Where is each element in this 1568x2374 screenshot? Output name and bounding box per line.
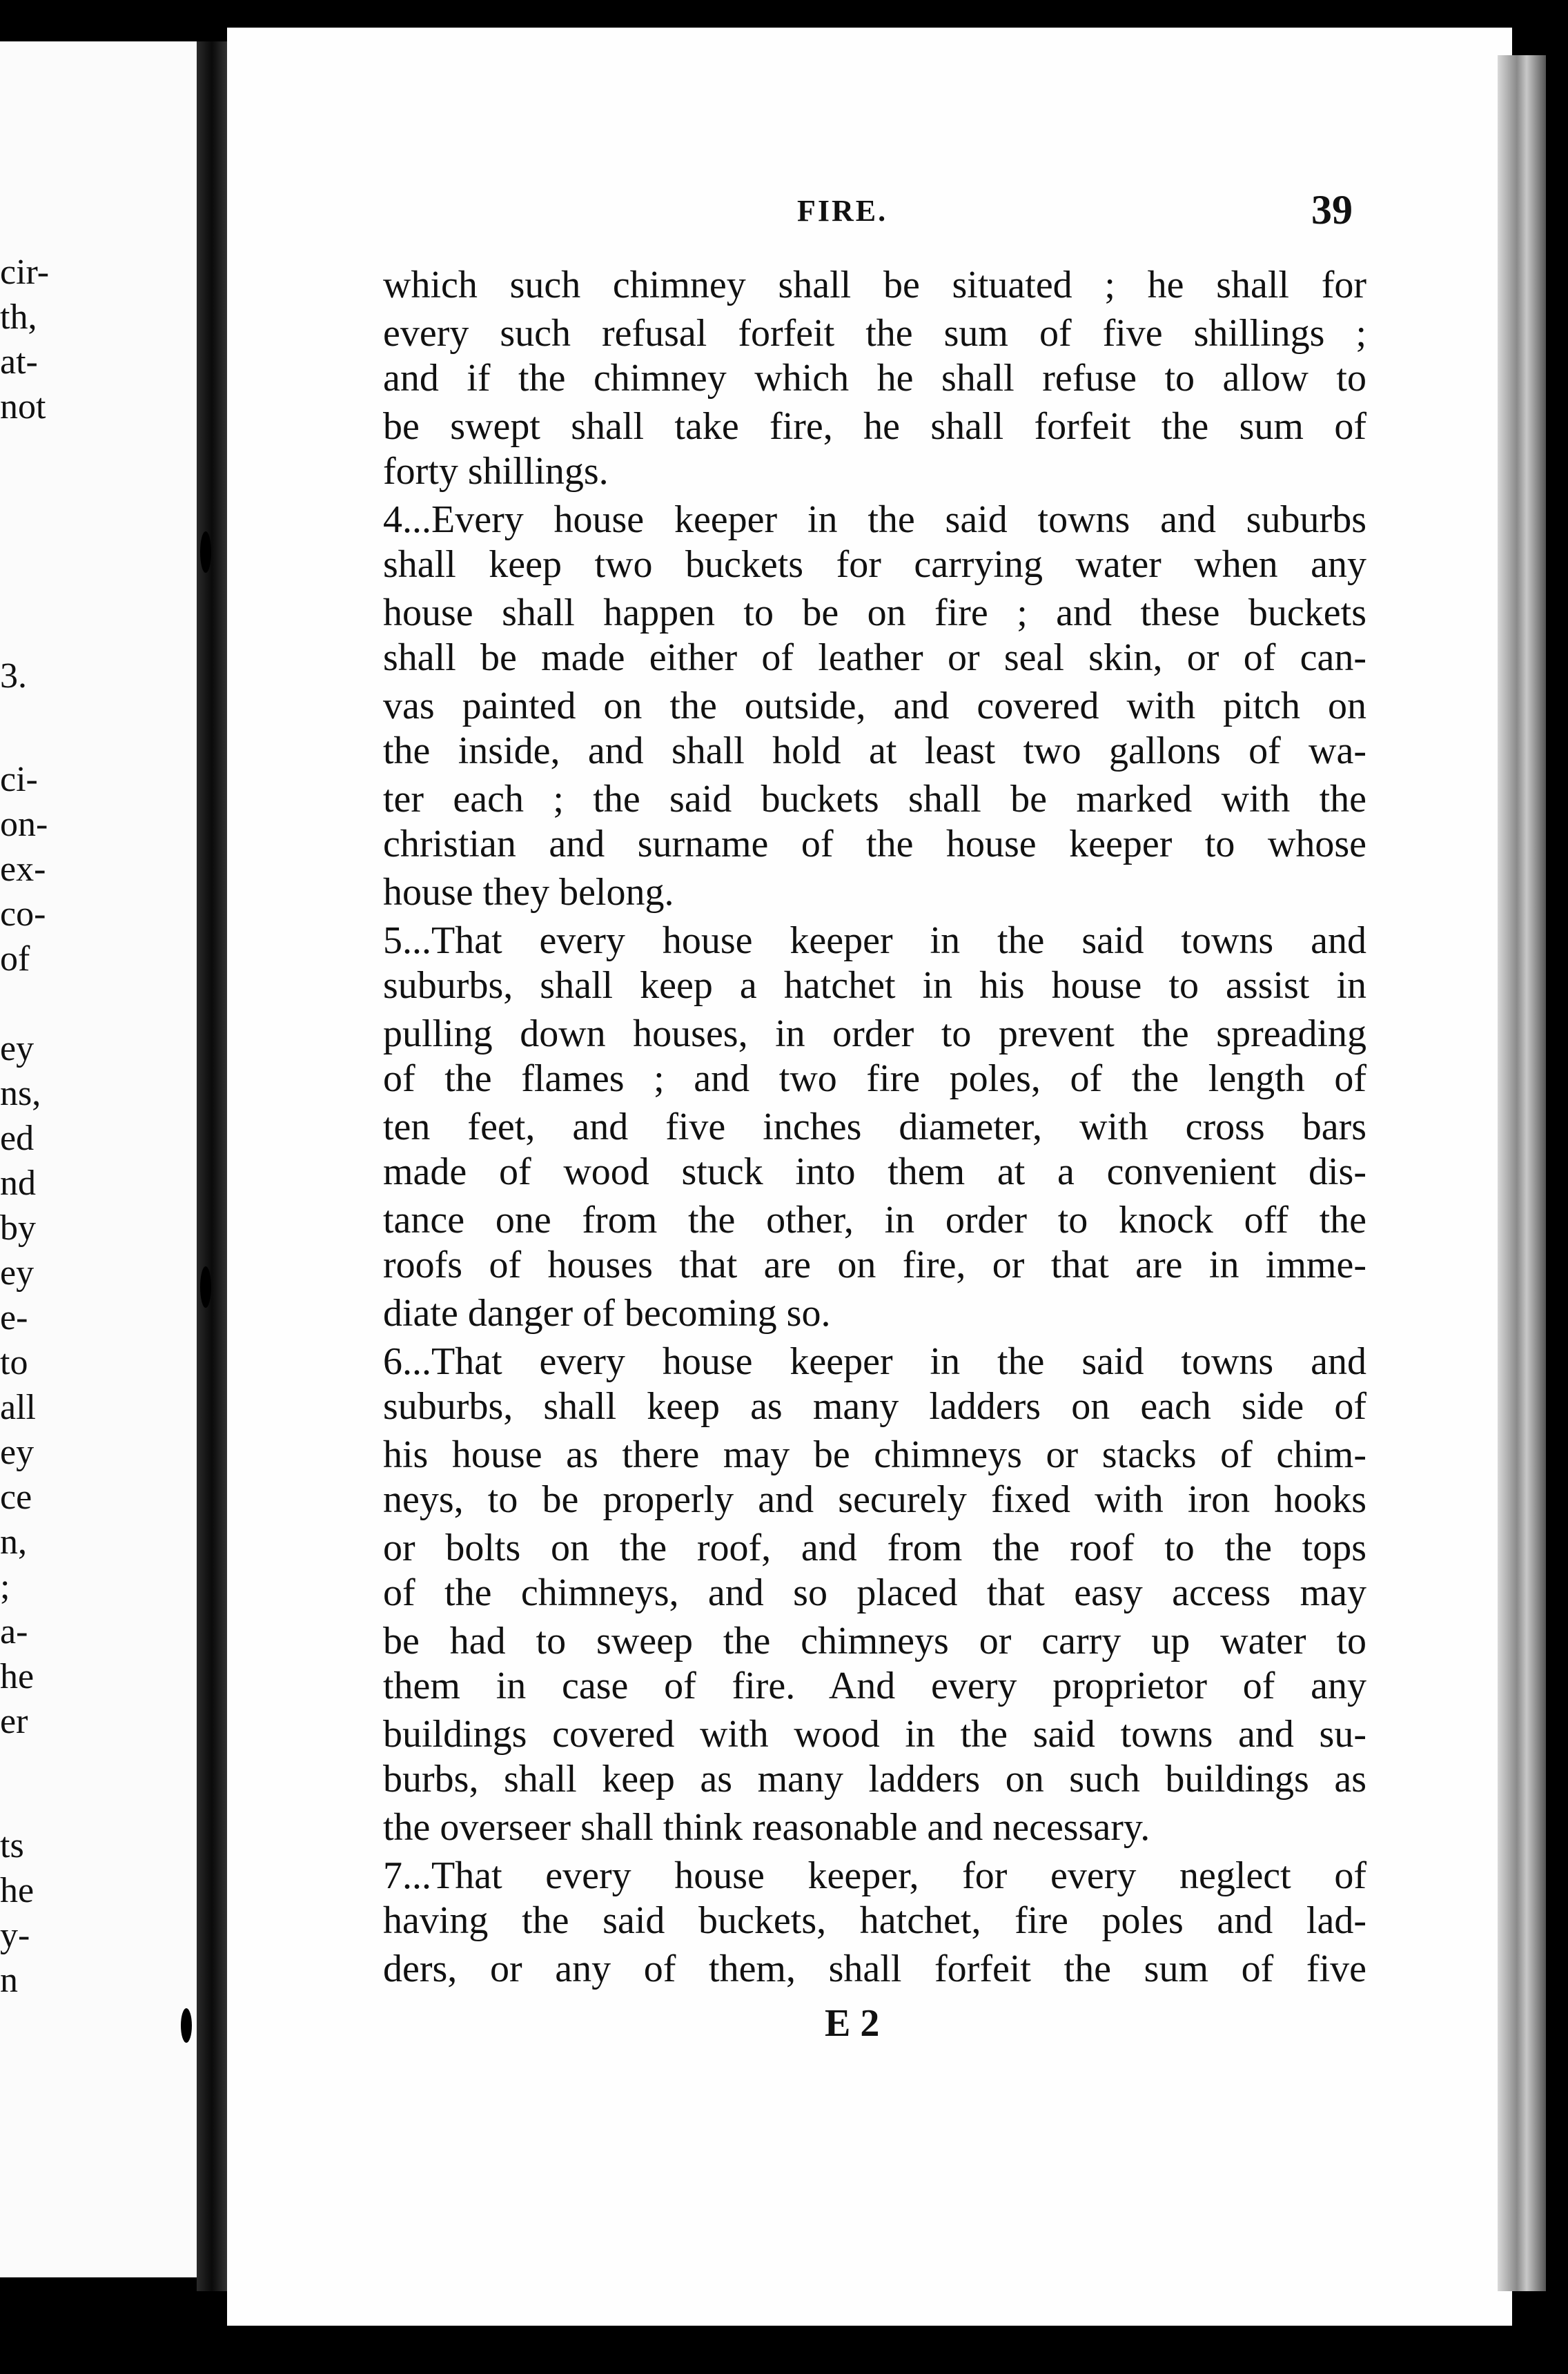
text-line: tance one from the other, in order to knock off the bbox=[383, 1199, 1366, 1242]
text-line: house they belong. bbox=[383, 871, 674, 914]
text-line: ders, or any of them, shall forfeit the sum of five bbox=[383, 1948, 1366, 1990]
left-page-fragment: ci- bbox=[0, 760, 38, 799]
left-page-fragment: n bbox=[0, 1961, 18, 2000]
left-page-fragment: ey bbox=[0, 1253, 35, 1293]
text-line: his house as there may be chimneys or stacks of chim- bbox=[383, 1433, 1366, 1476]
text-line: ter each ; the said buckets shall be marked with the bbox=[383, 778, 1366, 821]
text-line: 4...Every house keeper in the said towns and suburbs bbox=[383, 498, 1366, 541]
text-line: every such refusal forfeit the sum of five shillings ; bbox=[383, 312, 1366, 355]
page-edge-shadow bbox=[1498, 55, 1546, 2291]
left-page-fragment: ts bbox=[0, 1826, 24, 1865]
text-line: ten feet, and five inches diameter, with cross bars bbox=[383, 1106, 1366, 1148]
left-page-fragment: by bbox=[0, 1208, 36, 1248]
text-line: be had to sweep the chimneys or carry up water to bbox=[383, 1620, 1366, 1662]
left-page-fragment: ey bbox=[0, 1433, 35, 1472]
text-line: forty shillings. bbox=[383, 450, 609, 493]
signature-mark: E 2 bbox=[825, 2002, 880, 2045]
text-line: 6...That every house keeper in the said towns and bbox=[383, 1340, 1366, 1383]
left-page-fragment: y- bbox=[0, 1916, 30, 1955]
text-line: buildings covered with wood in the said towns and su- bbox=[383, 1713, 1366, 1756]
left-page-fragment: ns, bbox=[0, 1074, 41, 1113]
text-line: roofs of houses that are on fire, or that are in imme- bbox=[383, 1244, 1366, 1286]
binding-mark bbox=[200, 531, 211, 573]
text-line: suburbs, shall keep a hatchet in his house to assist in bbox=[383, 964, 1366, 1007]
text-line: the overseer shall think reasonable and necessary. bbox=[383, 1806, 1150, 1849]
text-line: the inside, and shall hold at least two gallons of wa- bbox=[383, 729, 1366, 772]
text-line: be swept shall take fire, he shall forfeit the sum of bbox=[383, 405, 1366, 448]
left-page-fragment: co- bbox=[0, 894, 46, 934]
left-page-fragment: 3. bbox=[0, 656, 27, 696]
left-page-fragment: ed bbox=[0, 1119, 35, 1158]
left-page-fragment: of bbox=[0, 939, 30, 979]
text-line: burbs, shall keep as many ladders on such buildings as bbox=[383, 1758, 1366, 1801]
left-page-fragment: ; bbox=[0, 1567, 10, 1607]
facing-page-left bbox=[0, 41, 197, 2277]
left-page-fragment: ex- bbox=[0, 850, 46, 889]
left-page-fragment: he bbox=[0, 1657, 35, 1696]
text-line: which such chimney shall be situated ; he shall for bbox=[383, 264, 1366, 306]
text-line: shall be made either of leather or seal skin, or of can- bbox=[383, 636, 1366, 679]
left-page-fragment: cir- bbox=[0, 253, 50, 292]
text-line: and if the chimney which he shall refuse to allow to bbox=[383, 357, 1366, 400]
text-line: made of wood stuck into them at a convenient dis- bbox=[383, 1150, 1366, 1193]
text-line: diate danger of becoming so. bbox=[383, 1292, 831, 1335]
text-line: house shall happen to be on fire ; and these buckets bbox=[383, 591, 1366, 634]
text-line: 5...That every house keeper in the said towns and bbox=[383, 919, 1366, 962]
left-page-fragment: a- bbox=[0, 1612, 28, 1651]
text-line: them in case of fire. And every proprietor of any bbox=[383, 1665, 1366, 1707]
left-page-fragment: he bbox=[0, 1871, 35, 1910]
text-line: vas painted on the outside, and covered with pitch on bbox=[383, 685, 1366, 727]
text-line: or bolts on the roof, and from the roof to the tops bbox=[383, 1527, 1366, 1569]
running-head: FIRE. bbox=[797, 194, 888, 228]
left-page-fragment: to bbox=[0, 1343, 28, 1382]
binding-mark bbox=[200, 1266, 211, 1308]
left-page-fragment: th, bbox=[0, 297, 37, 337]
left-page-fragment: on- bbox=[0, 805, 48, 844]
left-page-fragment: ey bbox=[0, 1029, 35, 1068]
left-page-fragment: nd bbox=[0, 1164, 36, 1203]
text-line: suburbs, shall keep as many ladders on each side of bbox=[383, 1385, 1366, 1428]
text-line: having the said buckets, hatchet, fire poles and lad- bbox=[383, 1899, 1366, 1942]
text-line: shall keep two buckets for carrying water when any bbox=[383, 543, 1366, 586]
book-gutter bbox=[197, 41, 227, 2291]
text-line: pulling down houses, in order to prevent the spreading bbox=[383, 1012, 1366, 1055]
left-page-fragment: e- bbox=[0, 1298, 28, 1337]
binding-mark bbox=[181, 2008, 192, 2043]
text-line: 7...That every house keeper, for every neglect of bbox=[383, 1854, 1366, 1897]
left-page-fragment: er bbox=[0, 1702, 28, 1741]
text-line: christian and surname of the house keeper to whose bbox=[383, 823, 1366, 865]
text-line: neys, to be properly and securely fixed with iron hooks bbox=[383, 1478, 1366, 1521]
page-number: 39 bbox=[1311, 187, 1353, 233]
left-page-fragment: n, bbox=[0, 1522, 27, 1562]
text-line: of the flames ; and two fire poles, of the length of bbox=[383, 1057, 1366, 1100]
left-page-fragment: ce bbox=[0, 1478, 32, 1517]
left-page-fragment: at- bbox=[0, 342, 38, 382]
left-page-fragment: not bbox=[0, 387, 46, 426]
left-page-fragment: all bbox=[0, 1388, 36, 1427]
text-line: of the chimneys, and so placed that easy access may bbox=[383, 1571, 1366, 1614]
